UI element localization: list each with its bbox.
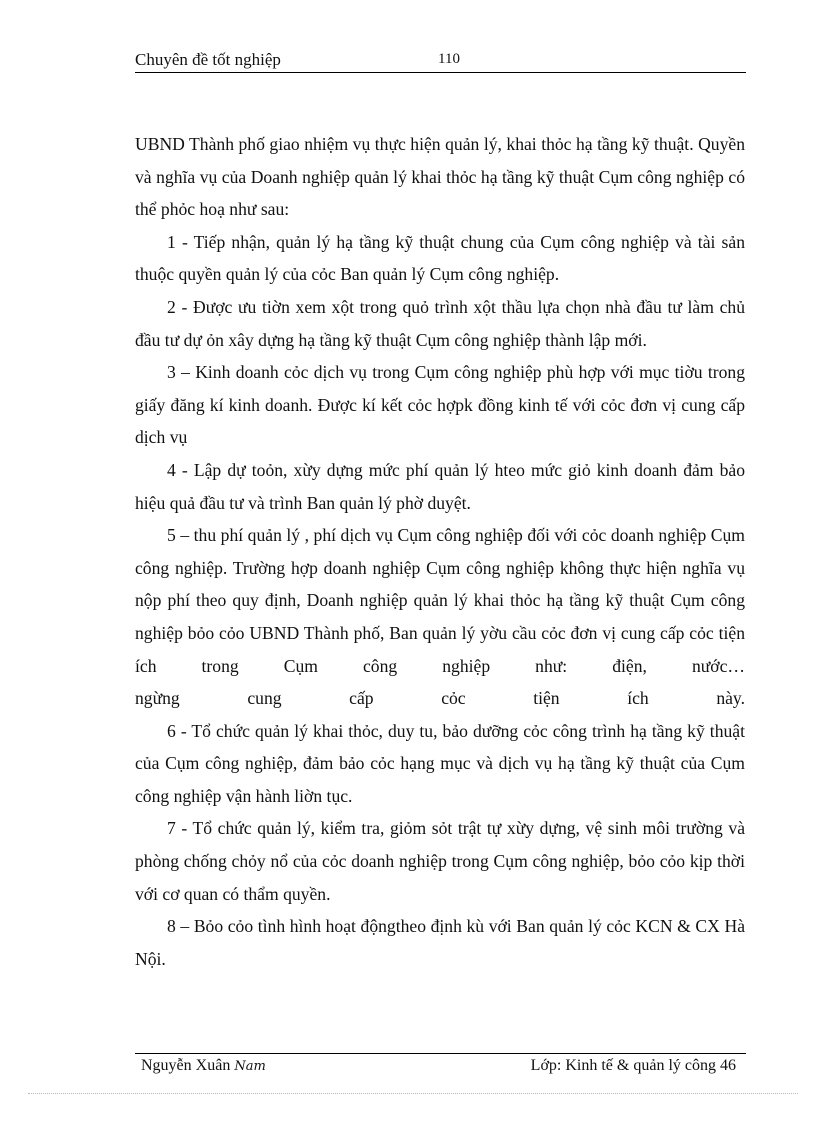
paragraph-item-3: 3 – Kinh doanh cỏc dịch vụ trong Cụm công nghiệp phù hợp với mục tiờu trong giấy đăng kí kinh doanh. Được kí kết cỏc hợpk đồng kinh tế với cỏc đơn vị cung cấp dịch vụ — [135, 362, 745, 448]
document-body — [135, 128, 745, 975]
paragraph-item-4: 4 - Lập dự toỏn, xừy dựng mức phí quản lý hteo mức giỏ kinh doanh đảm bảo hiệu quả đầu tư và trình Ban quản lý phờ duyệt. — [135, 459, 745, 513]
page-header — [135, 48, 746, 73]
footer-class: Lớp: Kinh tế & quản lý công 46 — [530, 1057, 736, 1074]
author-signature: Nam — [234, 1059, 266, 1074]
paragraph-item-8: 8 – Bỏo cỏo tình hình hoạt độngtheo định kù với Ban quản lý cỏc KCN & CX Hà Nội. — [135, 916, 745, 969]
paragraph-intro: UBND Thành phố giao nhiệm vụ thực hiện quản lý, khai thỏc hạ tầng kỹ thuật. Quyền và nghĩa vụ của Doanh nghiệp quản lý khai thỏc hạ tầng kỹ thuật Cụm công nghiệp có thể phỏc hoạ như sau: — [135, 134, 745, 220]
document-title: Chuyên đề tốt nghiệp — [135, 50, 281, 69]
paragraph-item-7: 7 - Tổ chức quản lý, kiểm tra, giỏm sỏt trật tự xừy dựng, vệ sinh môi trường và phòng chống chỏy nổ của cỏc doanh nghiệp trong Cụm công nghiệp, bỏo cỏo kịp thời với cơ quan có thẩm quyền. — [135, 818, 745, 904]
paragraph-item-1: 1 - Tiếp nhận, quản lý hạ tầng kỹ thuật chung của Cụm công nghiệp và tài sản thuộc quyền quản lý của cỏc Ban quản lý Cụm công nghiệp. — [135, 231, 745, 285]
page-bottom-divider — [28, 1093, 798, 1094]
paragraph-item-5-continued: ngừng cung cấp cỏc tiện ích này. — [135, 688, 745, 709]
author-name: Nguyễn Xuân — [141, 1057, 231, 1074]
footer-author — [141, 1057, 266, 1075]
paragraph-item-2: 2 - Được ưu tiờn xem xột trong quỏ trình xột thầu lựa chọn nhà đầu tư làm chủ đầu tư dự ỏn xây dựng hạ tầng kỹ thuật Cụm công nghiệp thành lập mới. — [135, 296, 745, 350]
paragraph-item-6: 6 - Tổ chức quản lý khai thỏc, duy tu, bảo dưỡng cỏc công trình hạ tầng kỹ thuật của Cụm công nghiệp, đảm bảo cỏc hạng mục và dịch vụ hạ tầng kỹ thuật của Cụm công nghiệp vận hành liờn tục. — [135, 720, 745, 806]
paragraph-item-5: 5 – thu phí quản lý , phí dịch vụ Cụm công nghiệp đối với cỏc doanh nghiệp Cụm công nghiệp. Trường hợp doanh nghiệp Cụm công nghiệp không thực hiện nghĩa vụ nộp phí theo quy định, Doanh nghiệp quản lý khai thỏc hạ tầng kỹ thuật Cụm công nghiệp bỏo cỏo UBND Thành phố, Ban quản lý yờu cầu cỏc đơn vị cung cấp cỏc tiện ích trong Cụm công nghiệp như: điện, nước… — [135, 525, 745, 676]
page-footer — [135, 1053, 746, 1082]
page-number: 110 — [438, 51, 460, 67]
